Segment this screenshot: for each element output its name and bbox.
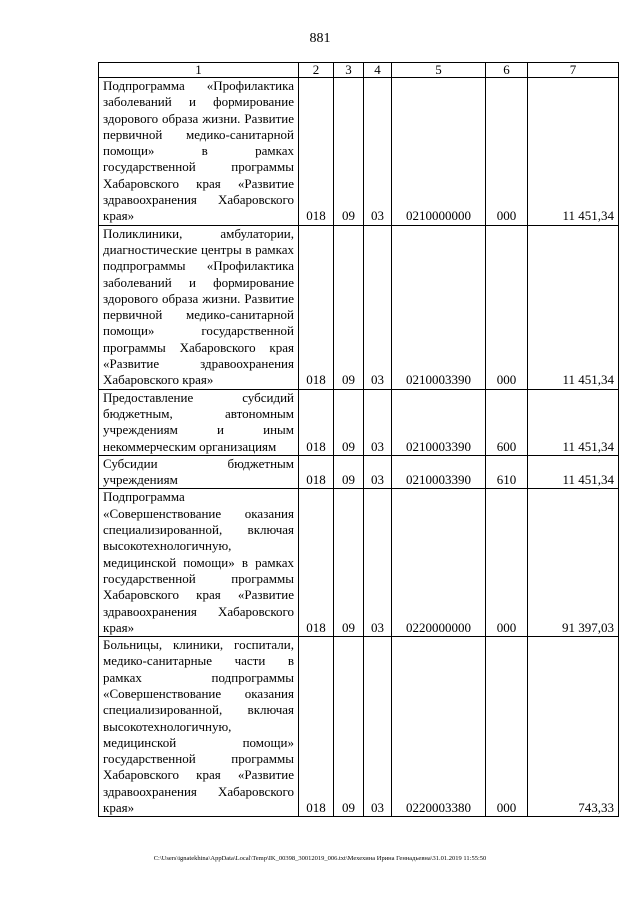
row-pr: 03	[364, 489, 392, 637]
table-row	[99, 389, 619, 455]
row-rz: 09	[334, 489, 364, 637]
row-rz: 09	[334, 78, 364, 226]
row-vr: 610	[486, 455, 528, 489]
row-rz: 09	[334, 389, 364, 455]
row-ved: 018	[299, 78, 334, 226]
row-name: Подпрограмма «Профилактика заболеваний и формирование здорового образа жизни. Развитие первичной медико-санитарной помощи» в рамках государственной программы Хабаровского края «Развитие здравоохранения Хабаровского края»	[99, 78, 299, 226]
row-vr: 000	[486, 78, 528, 226]
row-sum: 743,33	[528, 637, 619, 817]
header-cell-vr: 6	[486, 63, 528, 78]
row-vr: 600	[486, 389, 528, 455]
row-csr: 0220003380	[392, 637, 486, 817]
table-row	[99, 489, 619, 637]
row-csr: 0220000000	[392, 489, 486, 637]
row-pr: 03	[364, 455, 392, 489]
header-cell-rz: 3	[334, 63, 364, 78]
row-name: Поликлиники, амбулатории, диагностические центры в рамках подпрограммы «Профилактика заболеваний и формирование здорового образа жизни. Развитие первичной медико-санитарной помощи» государственной программы Хабаровского края «Развитие здравоохранения Хабаровского края»	[99, 225, 299, 389]
row-ved: 018	[299, 225, 334, 389]
row-sum: 91 397,03	[528, 489, 619, 637]
row-csr: 0210003390	[392, 225, 486, 389]
row-ved: 018	[299, 389, 334, 455]
page-number: 881	[309, 31, 331, 46]
header-cell-csr: 5	[392, 63, 486, 78]
row-csr: 0210003390	[392, 389, 486, 455]
row-pr: 03	[364, 225, 392, 389]
row-pr: 03	[364, 389, 392, 455]
row-rz: 09	[334, 637, 364, 817]
header-cell-ved: 2	[299, 63, 334, 78]
row-name: Субсидии бюджетным учреждениям	[99, 455, 299, 489]
table-row	[99, 78, 619, 226]
row-ved: 018	[299, 489, 334, 637]
header-cell-pr: 4	[364, 63, 392, 78]
row-name: Больницы, клиники, госпитали, медико-санитарные части в рамках подпрограммы «Совершенствование оказания специализированной, включая высокотехнологичную, медицинской помощи» государственной программы Хабаровского края «Развитие здравоохранения Хабаровского края»	[99, 637, 299, 817]
row-sum: 11 451,34	[528, 225, 619, 389]
row-vr: 000	[486, 637, 528, 817]
row-vr: 000	[486, 489, 528, 637]
table-row	[99, 455, 619, 489]
row-csr: 0210003390	[392, 455, 486, 489]
table-row	[99, 637, 619, 817]
row-csr: 0210000000	[392, 78, 486, 226]
table-header-row	[99, 63, 619, 78]
row-name: Подпрограмма «Совершенствование оказания специализированной, включая высокотехнологичную, медицинской помощи» в рамках государственной программы Хабаровского края «Развитие здравоохранения Хабаровского края»	[99, 489, 299, 637]
header-cell-name: 1	[99, 63, 299, 78]
row-sum: 11 451,34	[528, 389, 619, 455]
table-row	[99, 225, 619, 389]
row-ved: 018	[299, 455, 334, 489]
row-rz: 09	[334, 225, 364, 389]
row-name: Предоставление субсидий бюджетным, автономным учреждениям и иным некоммерческим организациям	[99, 389, 299, 455]
row-rz: 09	[334, 455, 364, 489]
file-path-footer: C:\Users\ignatekhina\AppData\Local\Temp\IK_00398_30012019_006.txt\Мехехина Ирина Геннадьевна\31.01.2019 11:55:50	[153, 855, 487, 862]
row-vr: 000	[486, 225, 528, 389]
row-sum: 11 451,34	[528, 78, 619, 226]
row-pr: 03	[364, 637, 392, 817]
row-ved: 018	[299, 637, 334, 817]
budget-table	[98, 62, 619, 817]
row-pr: 03	[364, 78, 392, 226]
header-cell-sum: 7	[528, 63, 619, 78]
row-sum: 11 451,34	[528, 455, 619, 489]
